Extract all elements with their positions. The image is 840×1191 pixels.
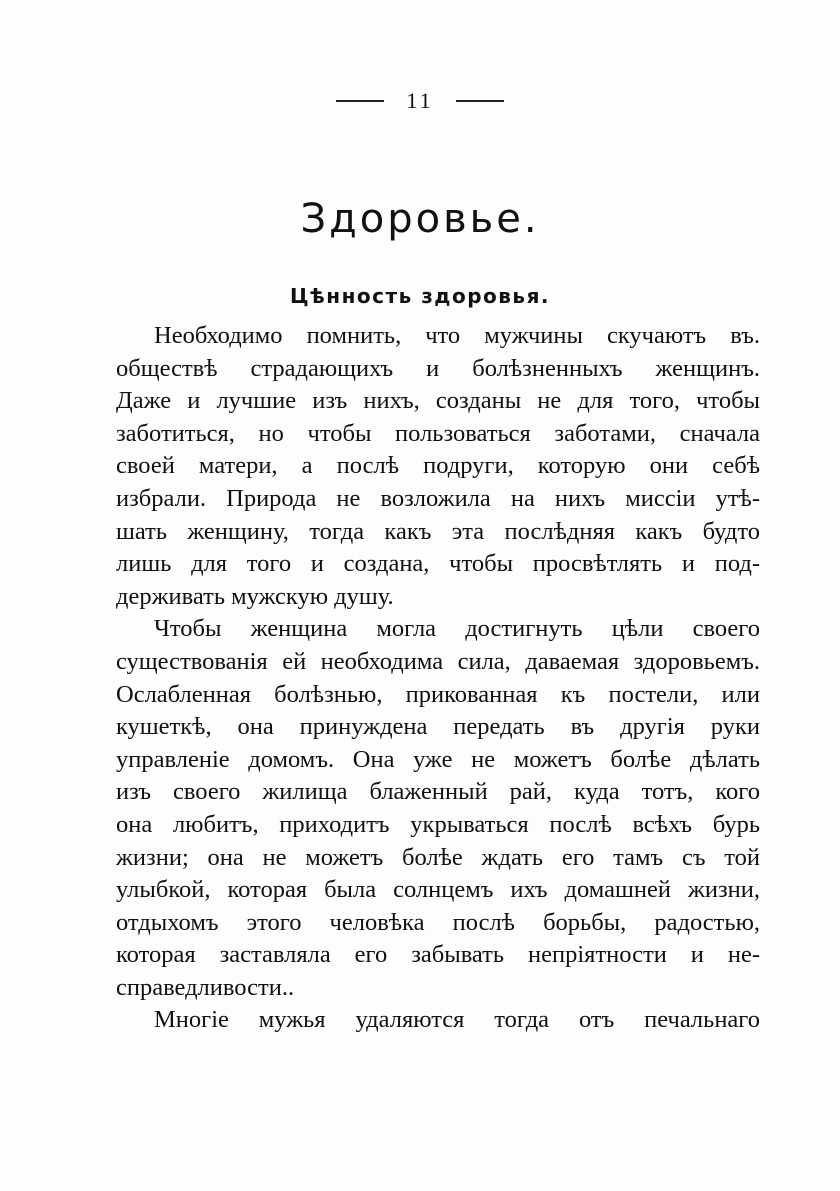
text-line: лишь для того и создана, чтобы просвѣтлять и под- — [116, 550, 760, 578]
text-line: управленiе домомъ. Она уже не можетъ болѣе дѣлать — [116, 745, 760, 773]
text-line: Многiе мужья удаляются тогда отъ печальнаго — [154, 1006, 760, 1034]
text-line: своей матери, а послѣ подруги, которую они себѣ — [116, 452, 760, 480]
text-line: отдыхомъ этого человѣка послѣ борьбы, радостью, — [116, 908, 760, 936]
text-line: кушеткѣ, она принуждена передать въ другiя руки — [116, 713, 760, 741]
text-line: Даже и лучшие изъ нихъ, созданы не для того, чтобы — [116, 387, 760, 415]
text-line: держивать мужскую душу. — [116, 582, 394, 610]
text-line: изъ своего жилища блаженный рай, куда тотъ, кого — [116, 778, 760, 806]
header-left-dash — [336, 100, 384, 102]
page-header — [0, 88, 840, 114]
header-right-dash — [456, 100, 504, 102]
text-line: Необходимо помнить, что мужчины скучаютъ въ. — [154, 322, 760, 349]
text-line: улыбкой, которая была солнцемъ ихъ домашней жизни, — [116, 876, 760, 904]
text-line: которая заставляла его забывать непрiятности и не- — [116, 941, 760, 969]
text-line: Чтобы женщина могла достигнуть цѣли своего — [154, 615, 760, 643]
section-subtitle: Цѣнность здоровья. — [289, 284, 551, 308]
text-line: шать женщину, тогда какъ эта послѣдняя какъ будто — [116, 517, 760, 545]
text-line: избрали. Природа не возложила на нихъ миссiи утѣ- — [116, 484, 760, 512]
text-line: заботиться, но чтобы пользоваться заботами, сначала — [116, 419, 760, 447]
text-line: существованiя ей необходима сила, даваемая здоровьемъ. — [116, 647, 760, 675]
text-line: справедливости.. — [116, 973, 295, 1001]
text-line: обществѣ страдающихъ и болѣзненныхъ женщинъ. — [116, 354, 760, 382]
chapter-title: Здоровье. — [300, 196, 540, 242]
page-number: 11 — [406, 88, 434, 113]
text-line: она любитъ, приходитъ укрываться послѣ всѣхъ бурь — [116, 810, 760, 838]
text-line: жизни; она не можетъ болѣе ждать его тамъ съ той — [116, 843, 760, 871]
body-text — [116, 320, 760, 1037]
text-line: Ослабленная болѣзнью, прикованная къ постели, или — [116, 680, 760, 708]
